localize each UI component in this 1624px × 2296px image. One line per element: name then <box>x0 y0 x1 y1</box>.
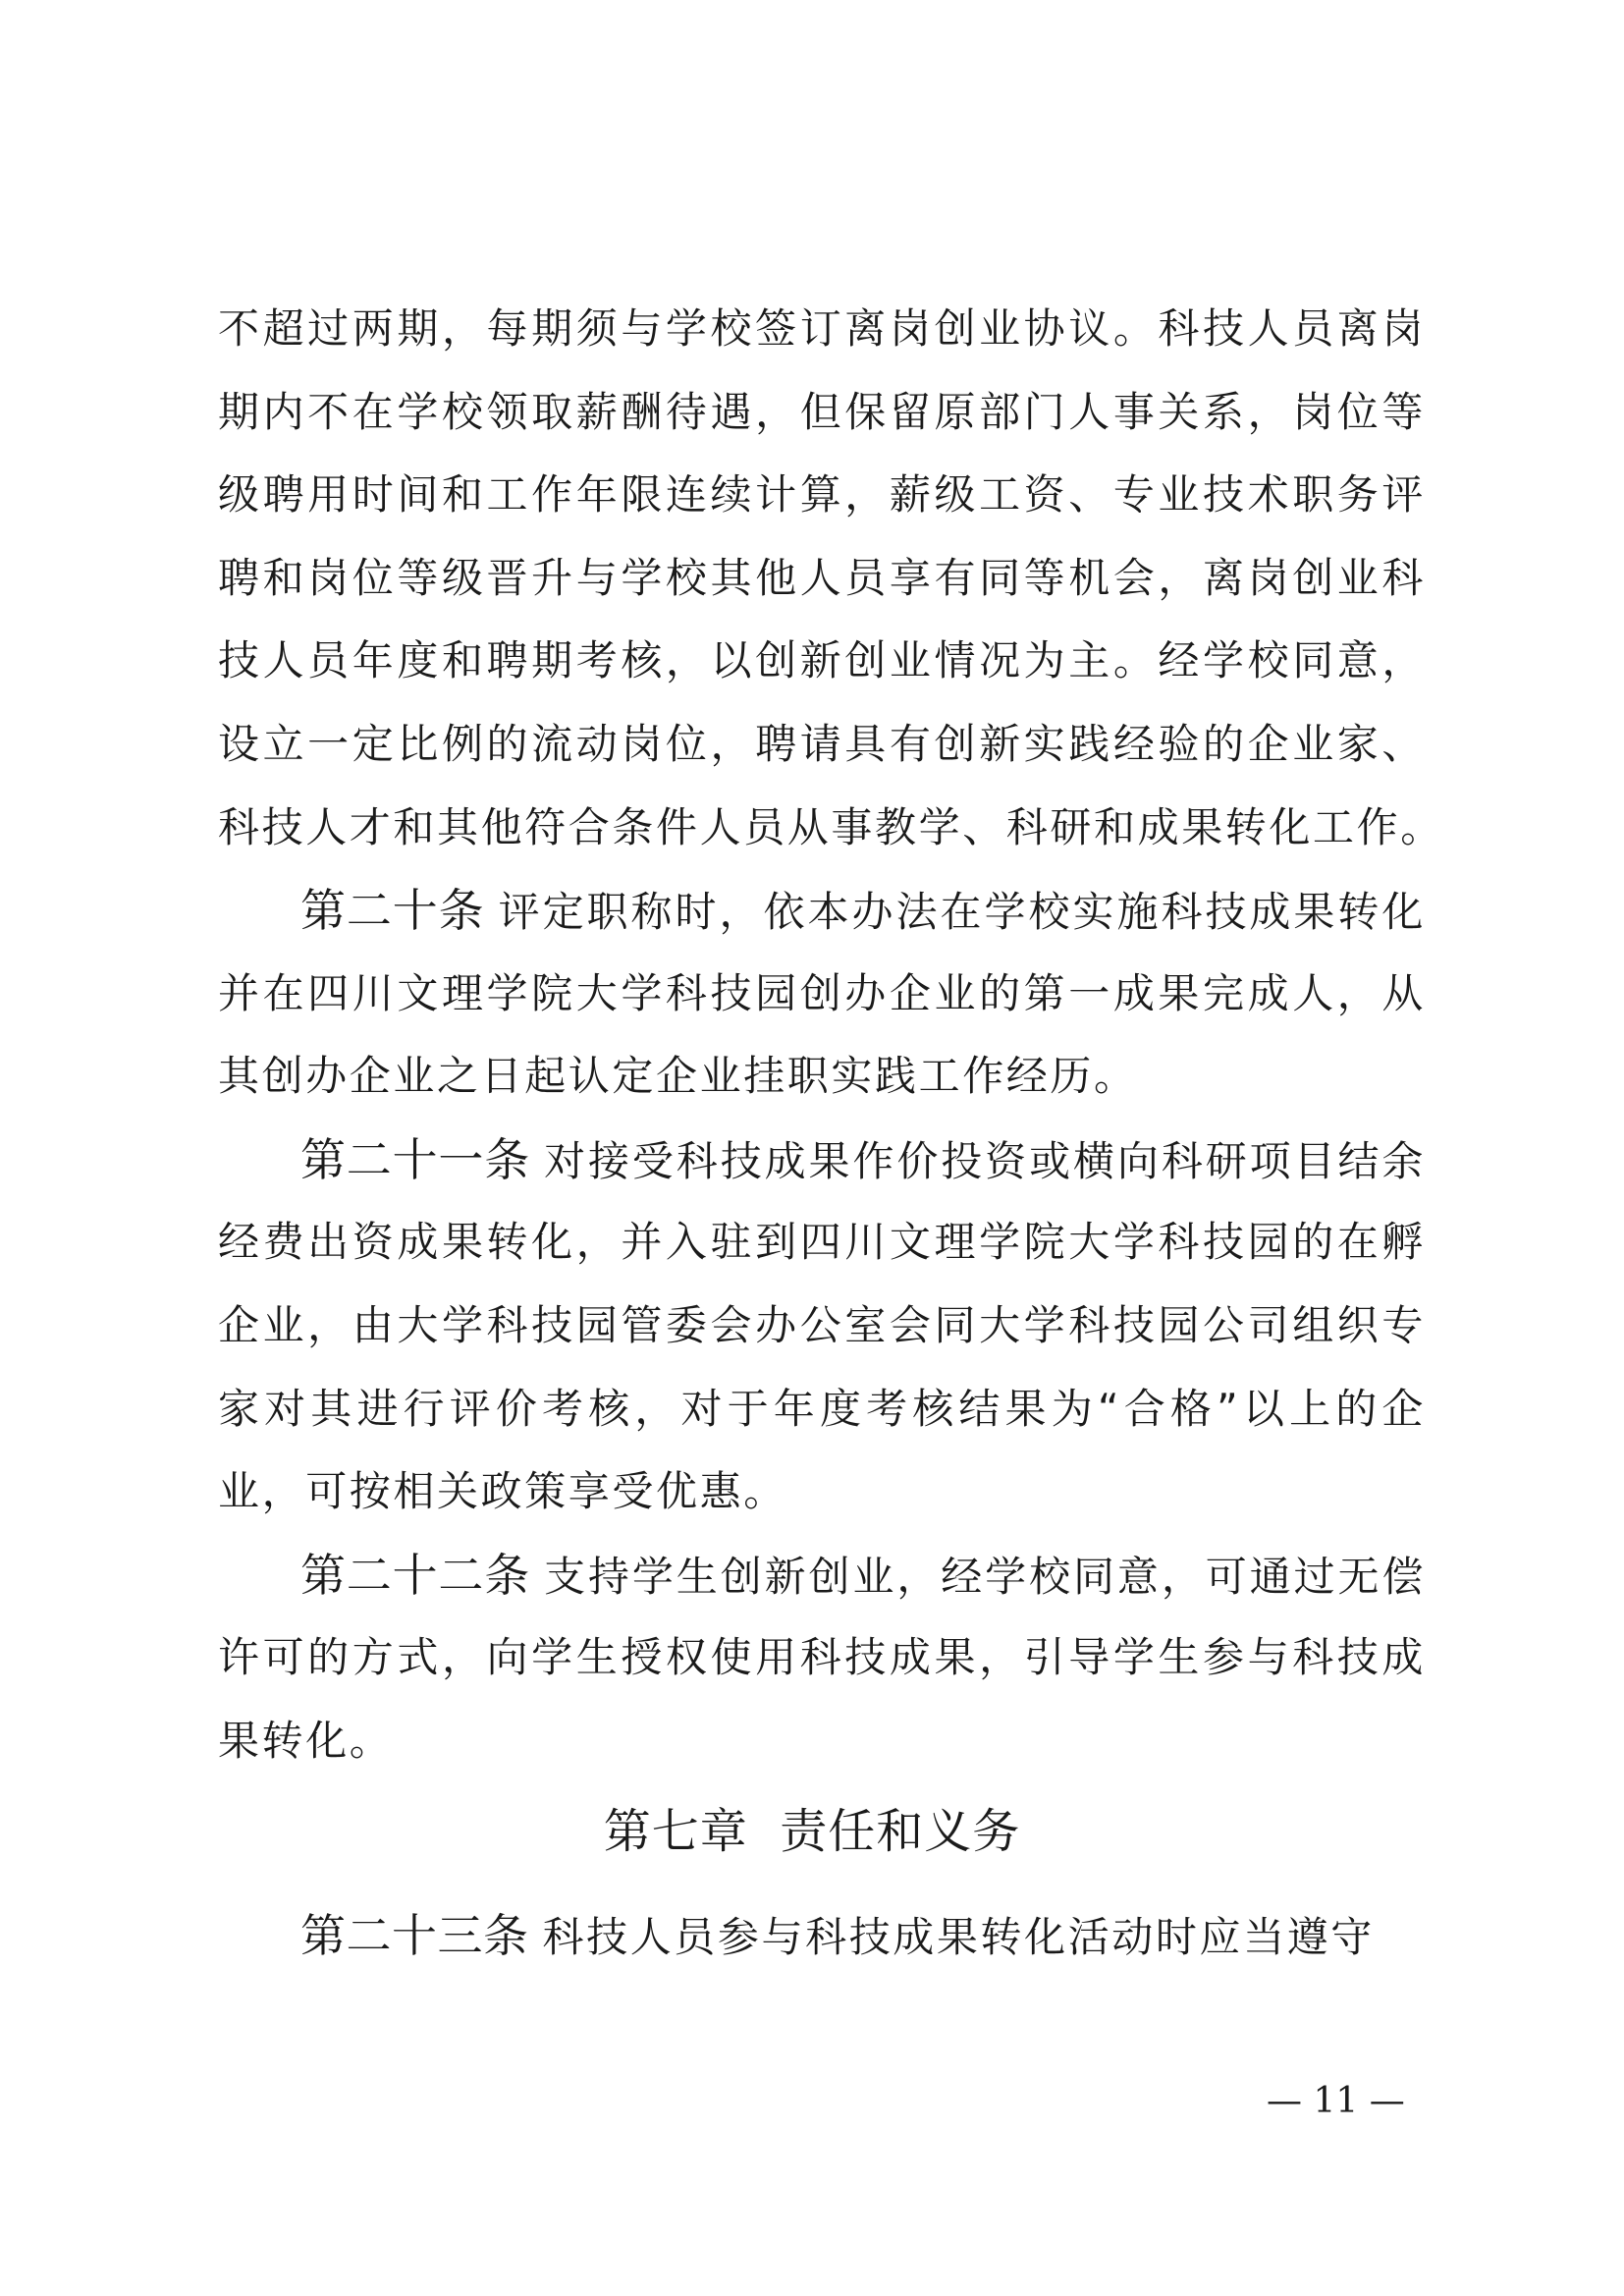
paragraph-line: 其创办企业之日起认定企业挂职实践工作经历。 <box>218 1052 1138 1100</box>
paragraph-line: 科技人才和其他符合条件人员从事教学、科研和成果转化工作。 <box>218 803 1444 851</box>
paragraph-line: 企业，由大学科技园管委会办公室会同大学科技园公司组织专 <box>218 1301 1426 1349</box>
paragraph-line: 设立一定比例的流动岗位，聘请具有创新实践经验的企业家、 <box>218 720 1426 768</box>
paragraph-line: 并在四川文理学院大学科技园创办企业的第一成果完成人，从 <box>218 969 1426 1017</box>
paragraph-line: 级聘用时间和工作年限连续计算，薪级工资、专业技术职务评 <box>218 470 1426 519</box>
paragraph-text: 科技人员参与科技成果转化活动时应当遵守 <box>542 1913 1375 1961</box>
article-number: 第二十二条 <box>300 1549 531 1602</box>
paragraph-line: 期内不在学校领取薪酬待遇，但保留原部门人事关系，岗位等 <box>218 388 1426 436</box>
paragraph-line: 经费出资成果转化，并入驻到四川文理学院大学科技园的在孵 <box>218 1218 1426 1266</box>
paragraph-text: 支持学生创新创业，经学校同意，可通过无偿 <box>544 1553 1426 1601</box>
page-number: — 11 — <box>1267 2081 1405 2121</box>
article-number: 第二十三条 <box>300 1909 529 1962</box>
paragraph-line: 家对其进行评价考核，对于年度考核结果为“合格”以上的企 <box>218 1385 1427 1433</box>
article-23-first-line <box>300 1901 1400 1970</box>
article-21-first-line <box>300 1125 1426 1194</box>
paragraph-text: 对接受科技成果作价投资或横向科研项目结余 <box>544 1137 1426 1185</box>
paragraph-text: 评定职称时，依本办法在学校实施科技成果转化 <box>498 888 1427 936</box>
paragraph-line: 聘和岗位等级晋升与学校其他人员享有同等机会，离岗创业科 <box>218 554 1426 602</box>
article-20-first-line <box>300 876 1426 945</box>
paragraph-line: 技人员年度和聘期考核，以创新创业情况为主。经学校同意， <box>218 636 1426 684</box>
paragraph-line: 果转化。 <box>218 1717 394 1765</box>
paragraph-line: 不超过两期，每期须与学校签订离岗创业协议。科技人员离岗 <box>218 304 1426 353</box>
paragraph-line: 业，可按相关政策享受优惠。 <box>218 1467 787 1515</box>
article-22-first-line <box>300 1541 1426 1610</box>
article-number: 第二十条 <box>300 884 485 937</box>
chapter-heading: 第七章 责任和义务 <box>603 1804 1021 1859</box>
paragraph-line: 许可的方式，向学生授权使用科技成果，引导学生参与科技成 <box>218 1633 1426 1681</box>
article-number: 第二十一条 <box>300 1133 531 1186</box>
